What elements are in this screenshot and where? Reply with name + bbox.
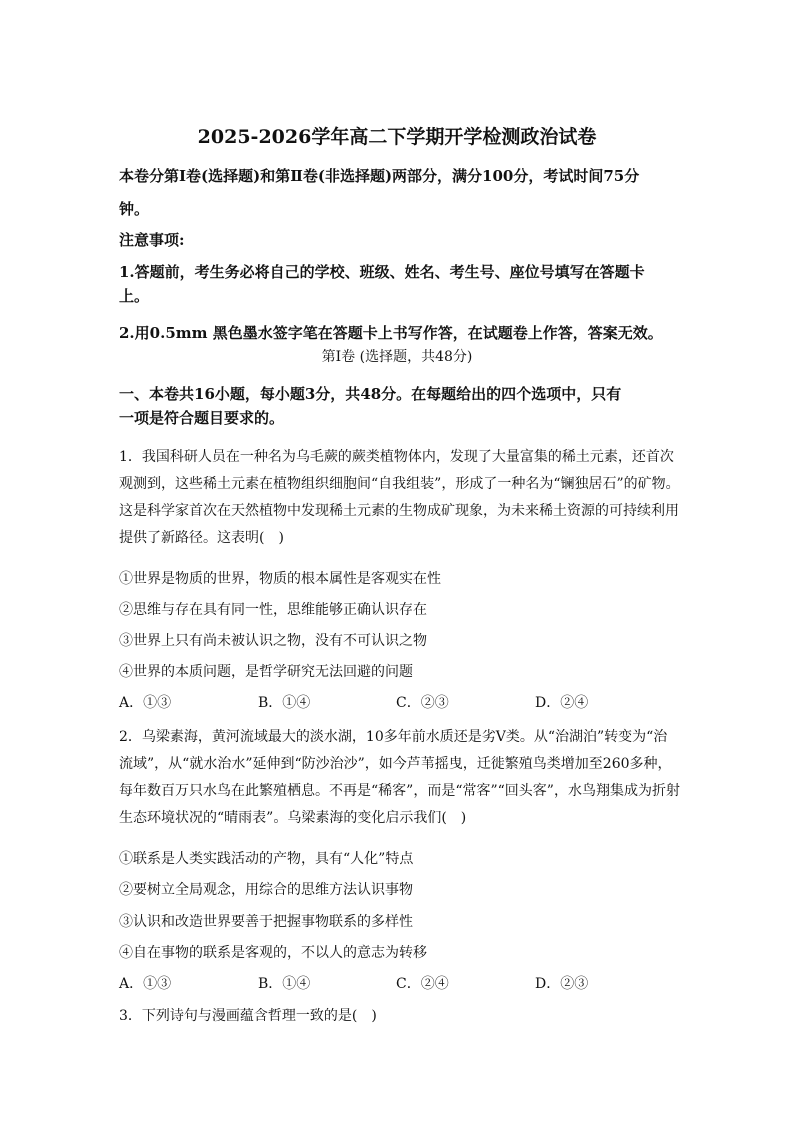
page-title: 2025-2026学年高二下学期开学检测政治试卷 xyxy=(197,126,597,148)
q2-option-d: D．②③ xyxy=(535,976,589,992)
q2-option-b: B．①④ xyxy=(258,976,311,992)
q2-stem-line-2: 流域”，从“就水治水”延伸到“防沙治沙”，如今芦苇摇曳，迁徙繁殖鸟类增加至260多种， xyxy=(119,756,672,772)
q2-stem-line-3: 每年数百万只水鸟在此繁殖栖息。不再是“稀客”，而是“常客”“回头客”，水鸟翔集成为折射 xyxy=(119,783,680,799)
section-1-instruction-line-2: 一项是符合题目要求的。 xyxy=(119,409,285,427)
q1-option-b: B．①④ xyxy=(258,695,311,711)
q1-option-a: A．①③ xyxy=(119,695,172,711)
note-1-line-2: 上。 xyxy=(119,287,150,305)
section-1-heading: 第Ⅰ卷 (选择题，共48分) xyxy=(321,349,473,365)
q2-option-c: C．②④ xyxy=(396,976,449,992)
q1-item-4: ④世界的本质问题，是哲学研究无法回避的问题 xyxy=(119,664,413,680)
q2-option-a: A．①③ xyxy=(119,976,172,992)
q2-stem-line-4: 生态环境状况的“晴雨表”。乌梁素海的变化启示我们( ) xyxy=(119,810,467,826)
q1-item-1: ①世界是物质的世界，物质的根本属性是客观实在性 xyxy=(119,571,441,587)
intro-line-2: 钟。 xyxy=(119,200,150,218)
q1-item-3: ③世界上只有尚未被认识之物，没有不可认识之物 xyxy=(119,633,427,649)
q1-stem-line-1: 1．我国科研人员在一种名为乌毛蕨的蕨类植物体内，发现了大量富集的稀土元素，还首次 xyxy=(119,449,674,465)
intro-line-1: 本卷分第Ⅰ卷(选择题)和第Ⅱ卷(非选择题)两部分，满分100分，考试时间75分 xyxy=(119,167,640,185)
section-1-instruction-line-1: 一、本卷共16小题，每小题3分，共48分。在每题给出的四个选项中，只有 xyxy=(119,385,622,403)
q1-item-2: ②思维与存在具有同一性，思维能够正确认识存在 xyxy=(119,602,427,618)
q2-item-3: ③认识和改造世界要善于把握事物联系的多样性 xyxy=(119,914,413,930)
q1-option-d: D．②④ xyxy=(535,695,589,711)
q3-stem: 3．下列诗句与漫画蕴含哲理一致的是( ) xyxy=(119,1008,377,1024)
q1-option-c: C．②③ xyxy=(396,695,449,711)
q2-item-2: ②要树立全局观念，用综合的思维方法认识事物 xyxy=(119,882,413,898)
q2-item-4: ④自在事物的联系是客观的，不以人的意志为转移 xyxy=(119,945,427,961)
q1-stem-line-4: 提供了新路径。这表明( ) xyxy=(119,530,284,546)
note-2: 2.用0.5mm 黑色墨水签字笔在答题卡上书写作答，在试题卷上作答，答案无效。 xyxy=(119,324,663,342)
notes-heading: 注意事项: xyxy=(119,231,185,249)
note-1-line-1: 1.答题前，考生务必将自己的学校、班级、姓名、考生号、座位号填写在答题卡 xyxy=(119,263,645,281)
q1-stem-line-3: 这是科学家首次在天然植物中发现稀土元素的生物成矿现象，为未来稀土资源的可持续利用 xyxy=(119,503,679,519)
q2-item-1: ①联系是人类实践活动的产物，具有“人化”特点 xyxy=(119,851,414,867)
q1-stem-line-2: 观测到，这些稀土元素在植物组织细胞间“自我组装”，形成了一种名为“镧独居石”的矿物。 xyxy=(119,476,680,492)
q2-stem-line-1: 2．乌梁素海，黄河流域最大的淡水湖，10多年前水质还是劣Ⅴ类。从“治湖泊”转变为“治 xyxy=(119,729,668,745)
